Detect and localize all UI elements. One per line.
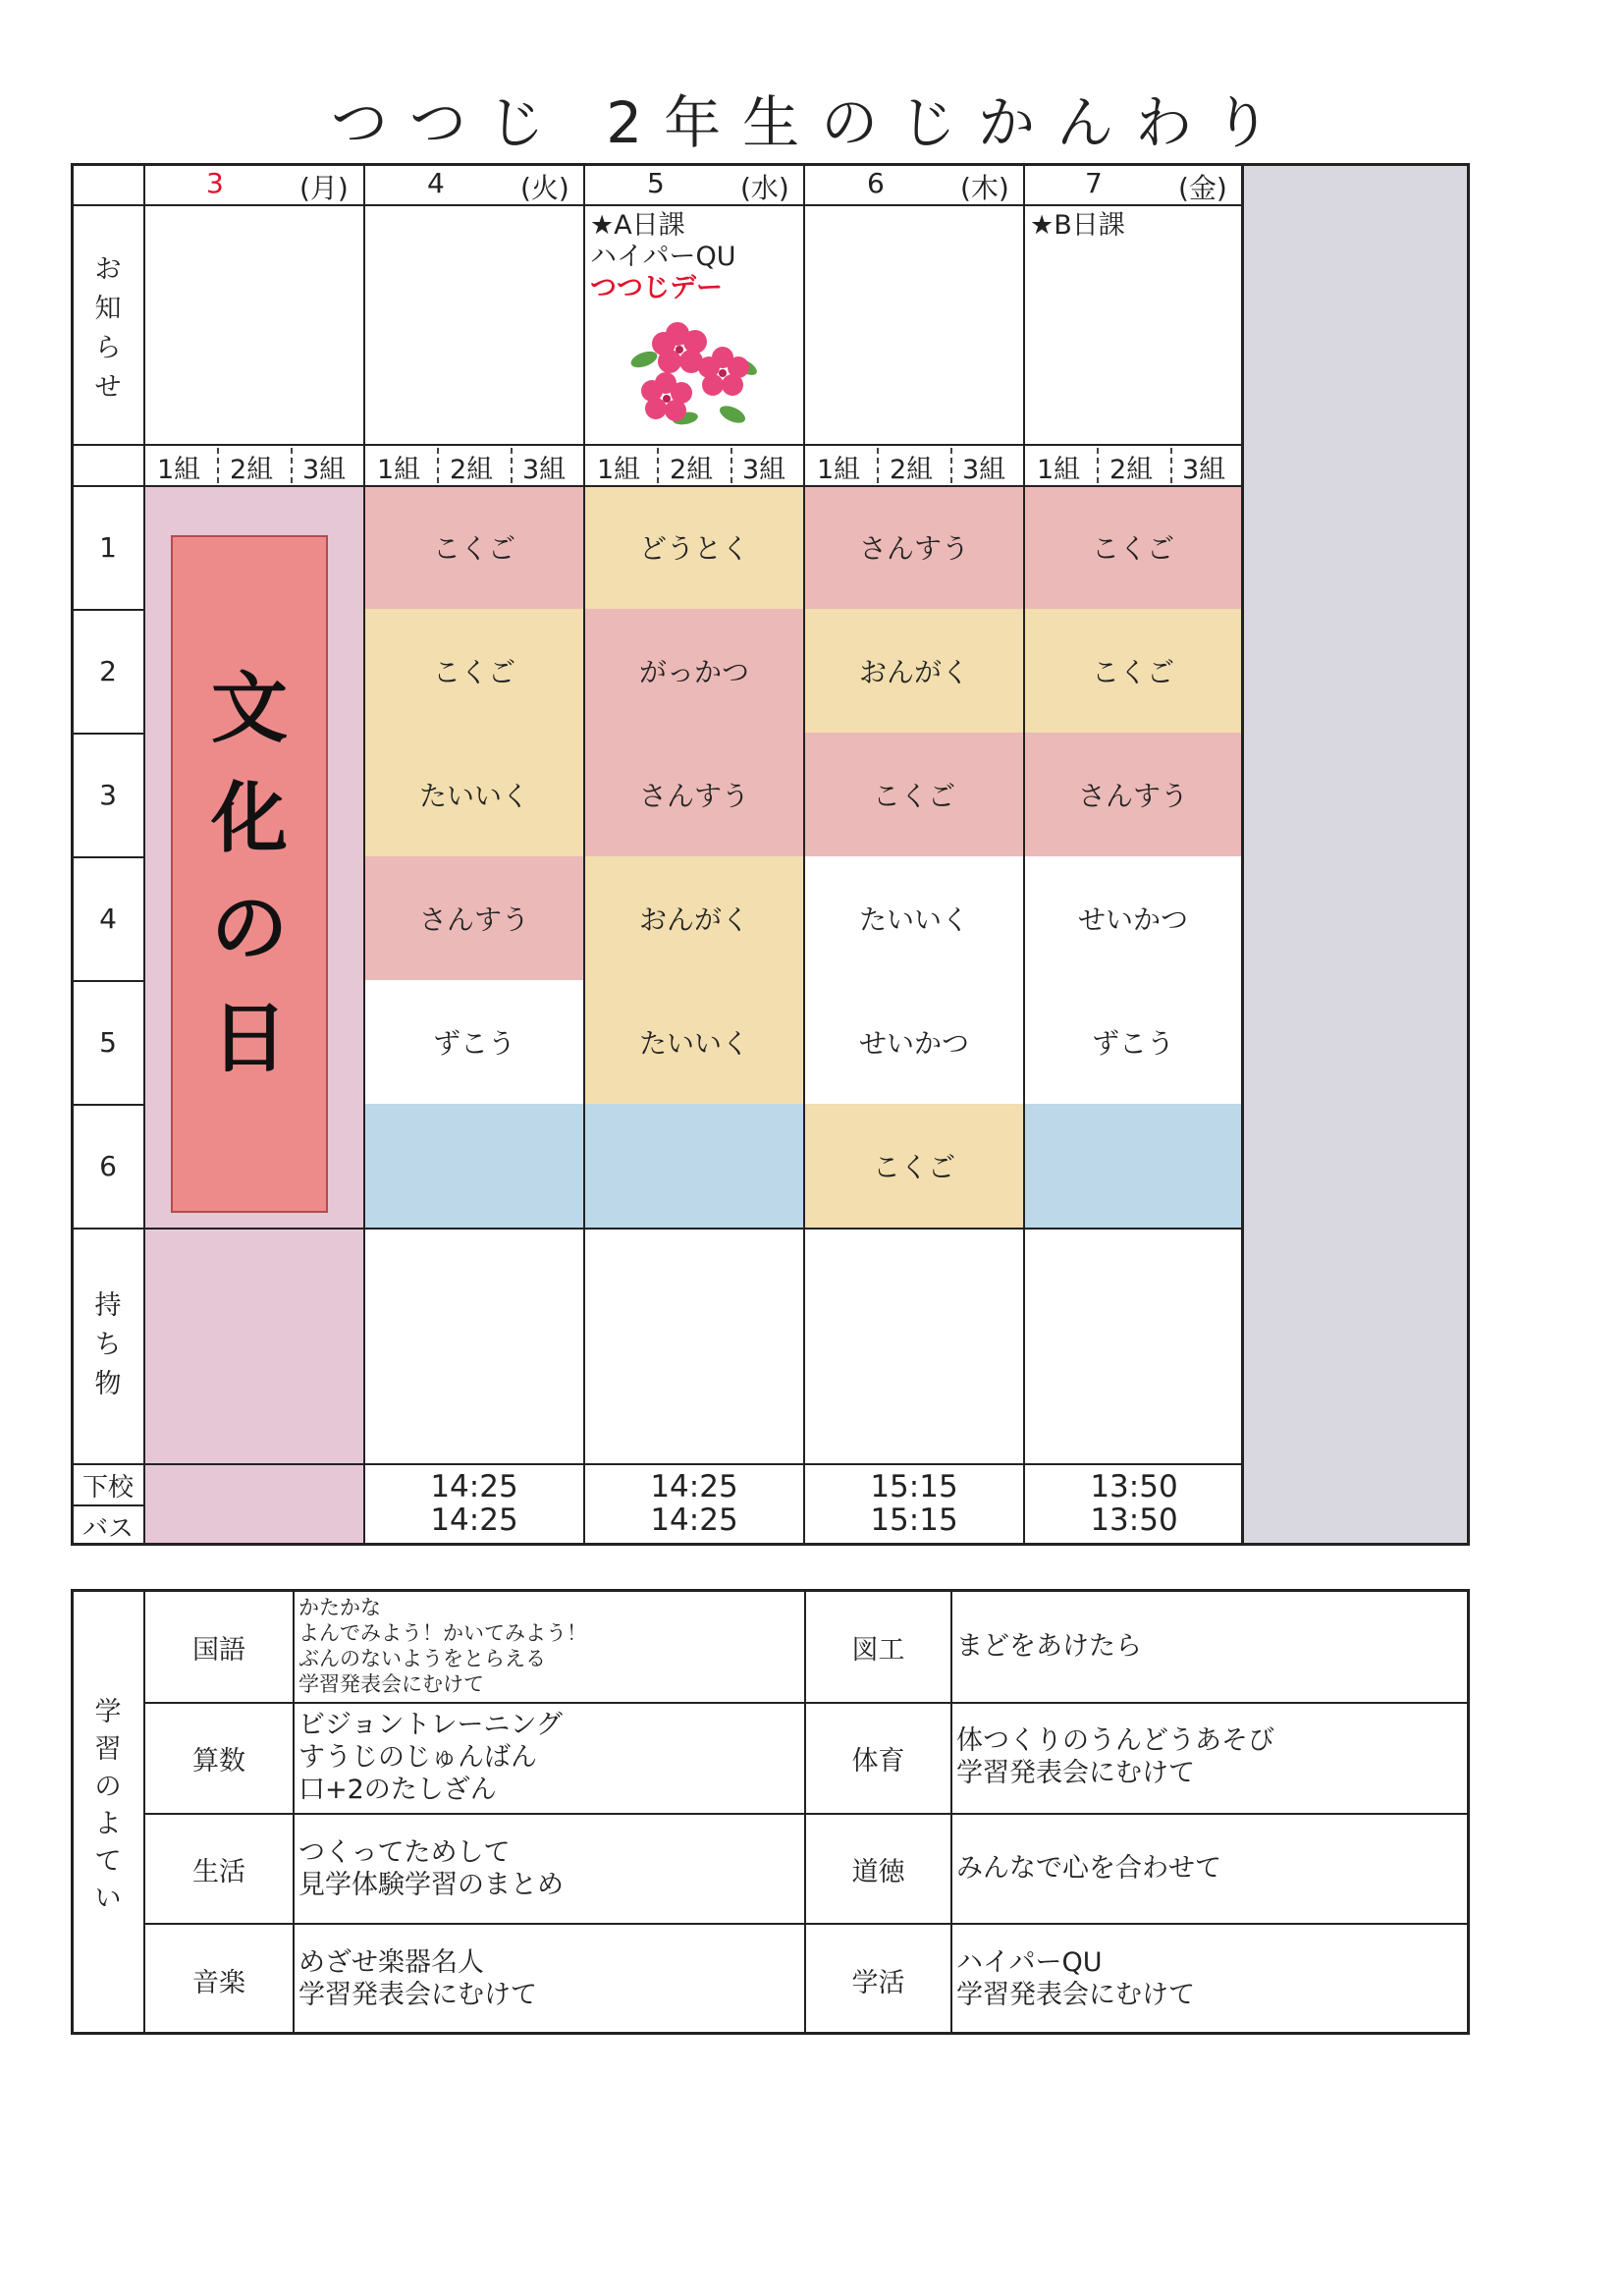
- day-weekday-tue: (火): [520, 172, 569, 204]
- goal-text-gakkatsu: ハイパーQU 学習発表会にむけて: [956, 1947, 1195, 2010]
- subject-fri-4: せいかつ: [1077, 903, 1188, 936]
- goal-subject-zuko: 図工: [851, 1634, 905, 1666]
- goal-text-seikatsu: つくってためして 見学体験学習のまとめ: [298, 1837, 564, 1900]
- period-label: 3: [99, 778, 117, 811]
- subject-fri-5: ずこう: [1091, 1027, 1174, 1060]
- subject-tue-1: こくご: [432, 532, 515, 565]
- holiday-banner: 文 化 の 日: [171, 535, 328, 1213]
- class-label: 3組: [302, 455, 347, 485]
- subject-thu-5: せいかつ: [858, 1027, 969, 1060]
- period-label: 1: [99, 530, 117, 564]
- time-wed: 14:25 14:25: [650, 1469, 738, 1538]
- class-label: 3組: [522, 455, 567, 485]
- class-label: 2組: [450, 455, 494, 485]
- period-label: 2: [99, 654, 117, 687]
- subject-tue-3: たいいく: [418, 780, 529, 812]
- class-label: 3組: [742, 455, 786, 485]
- subject-thu-2: おんがく: [858, 656, 969, 688]
- subject-fri-1: こくご: [1091, 532, 1174, 565]
- time-fri: 13:50 13:50: [1090, 1469, 1178, 1538]
- subject-thu-4: たいいく: [858, 903, 969, 936]
- page-title: つつじ 2年生のじかんわり: [330, 89, 1293, 156]
- class-label: 1組: [377, 455, 421, 485]
- class-label: 2組: [1109, 455, 1154, 485]
- period-label: 5: [99, 1025, 117, 1059]
- day-num-tue: 4: [427, 167, 445, 199]
- notice-wed: ★A日課 ハイパーQU つつじデー: [590, 210, 736, 303]
- subject-wed-3: さんすう: [638, 780, 749, 812]
- goal-subject-gakkatsu: 学活: [851, 1967, 905, 1998]
- goal-text-taiiku: 体つくりのうんどうあそび 学習発表会にむけて: [956, 1725, 1274, 1788]
- goal-subject-ongaku: 音楽: [192, 1967, 245, 1998]
- subject-thu-1: さんすう: [858, 532, 969, 565]
- notice-fri: ★B日課: [1030, 210, 1125, 241]
- day-weekday-wed: (水): [740, 172, 789, 204]
- day-num-fri: 7: [1085, 167, 1103, 199]
- subject-wed-4: おんがく: [638, 903, 749, 936]
- dismissal-label: 下校: [81, 1472, 134, 1503]
- subject-wed-1: どうとく: [638, 532, 749, 565]
- belongings-row-label: 持 ち 物: [94, 1290, 122, 1399]
- goal-text-sansu: ビジョントレーニング すうじのじゅんばん 口+2のたしざん: [298, 1710, 563, 1805]
- subject-tue-2: こくご: [432, 656, 515, 688]
- class-label: 1組: [157, 455, 201, 485]
- day-num-wed: 5: [647, 167, 665, 199]
- goal-subject-taiiku: 体育: [851, 1746, 905, 1777]
- time-tue: 14:25 14:25: [430, 1469, 518, 1538]
- day-num-mon: 3: [206, 167, 224, 199]
- class-label: 3組: [962, 455, 1006, 485]
- goal-text-kokugo: かたかな よんでみよう！かいてみよう！ ぶんのないようをとらえる 学習発表会にむけて: [298, 1596, 587, 1696]
- notice-event: つつじデー: [590, 273, 723, 303]
- day-weekday-fri: (金): [1178, 172, 1227, 204]
- goals-row-label: 学 習 の よ て い: [94, 1697, 122, 1914]
- class-label: 2組: [230, 455, 274, 485]
- period-label: 6: [99, 1149, 117, 1182]
- class-label: 2組: [890, 455, 934, 485]
- azalea-flower-icon: [626, 312, 764, 430]
- subject-thu-3: こくご: [872, 780, 955, 812]
- time-thu: 15:15 15:15: [870, 1469, 958, 1538]
- subject-thu-6: こくご: [872, 1151, 955, 1183]
- bus-label: バス: [81, 1513, 134, 1544]
- goal-subject-kokugo: 国語: [192, 1634, 245, 1666]
- goal-subject-dotoku: 道徳: [851, 1856, 905, 1887]
- subject-tue-5: ずこう: [432, 1027, 515, 1060]
- day-num-thu: 6: [867, 167, 885, 199]
- subject-wed-2: がっかつ: [638, 656, 749, 688]
- day-weekday-thu: (木): [960, 172, 1009, 204]
- class-label: 2組: [670, 455, 714, 485]
- subject-fri-3: さんすう: [1077, 780, 1188, 812]
- goal-text-zuko: まどをあけたら: [956, 1631, 1142, 1662]
- subject-tue-4: さんすう: [418, 903, 529, 936]
- day-weekday-mon: (月): [299, 172, 349, 204]
- class-label: 1組: [817, 455, 861, 485]
- subject-wed-5: たいいく: [638, 1027, 749, 1060]
- class-label: 1組: [1037, 455, 1081, 485]
- goal-subject-sansu: 算数: [192, 1746, 245, 1777]
- notice-row-label: お 知 ら せ: [94, 254, 122, 403]
- period-label: 4: [99, 902, 117, 935]
- class-label: 1組: [597, 455, 641, 485]
- subject-fri-2: こくご: [1091, 656, 1174, 688]
- goal-text-ongaku: めざせ楽器名人 学習発表会にむけて: [298, 1947, 537, 2010]
- class-label: 3組: [1182, 455, 1226, 485]
- goal-text-dotoku: みんなで心を合わせて: [956, 1853, 1221, 1884]
- goal-subject-seikatsu: 生活: [192, 1856, 245, 1887]
